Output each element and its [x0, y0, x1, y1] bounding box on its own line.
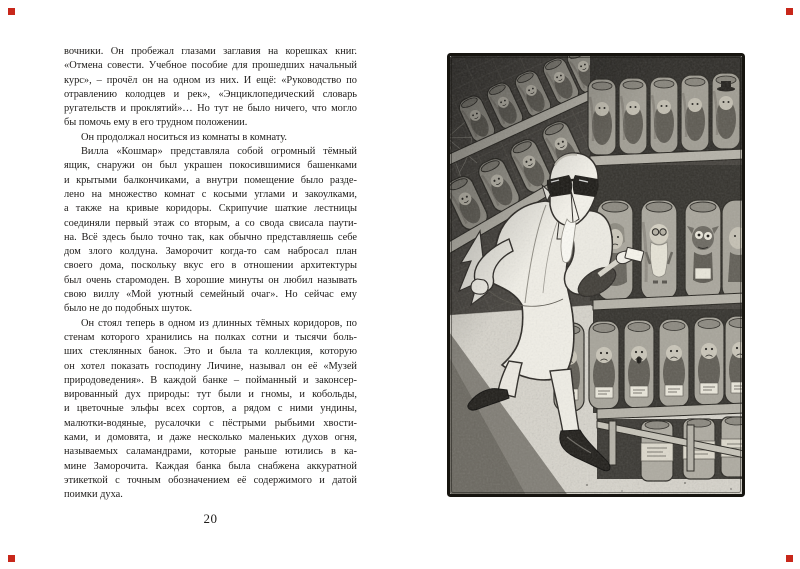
text-line: Он продолжал носиться из комнаты в комнату.	[81, 131, 287, 143]
corner-mark	[786, 555, 793, 562]
text-line: «Отмена совести. Учебное пособие для прошедших начальный	[64, 60, 357, 72]
text-line: вочники. Он пробежал глазами заглавия на корешках книг.	[64, 46, 357, 57]
text-line: природоведения». В каждой банке – пойманный и законсер-	[64, 374, 357, 386]
illustration-jar-corridor	[447, 53, 745, 497]
text-line: было не до подобных шуток.	[64, 303, 193, 315]
text-line: малютки-водяные, русалочки с пёстрыми рыбьими хвости-	[64, 417, 357, 429]
corner-mark	[786, 8, 793, 15]
engraving-grain	[447, 53, 745, 497]
text-line: на. Всё здесь было точно так, как обычно представляешь себе	[64, 231, 357, 243]
text-line: свою виллу «Мой уютный семейный очаг». Но сейчас ему	[64, 289, 357, 301]
text-line: поимки духа.	[64, 489, 123, 501]
text-line: ками, и домовята, и даже несколько маленьких духов огня,	[64, 432, 357, 444]
text-line: и крытыми балкончиками, а внутри помещение было разде-	[64, 174, 357, 186]
text-line: своего дома, поскольку вкус его в отношении архитектуры	[64, 260, 357, 272]
text-line: курс», – прочёл он на одном из них. И ещё: «Руководство по	[64, 74, 357, 86]
text-line: бы помочь ему в его трудном положении.	[64, 117, 248, 129]
page-number: 20	[203, 511, 218, 526]
text-line: этикеткой с точным обозначением её содержимого и датой	[64, 474, 357, 486]
text-line: ших стеклянных банок. Это и была та коллекция, которую	[64, 346, 357, 358]
text-line: вированный дух природы: тут были и гномы, и кобольды,	[64, 389, 357, 401]
text-line: мине Заморочита. Каждая банка была снабжена аккуратной	[64, 460, 357, 472]
text-column	[64, 45, 357, 503]
text-line: отравлению колодцев и рек», «Энциклопедический словарь	[64, 88, 357, 100]
text-line: а также на кривые коридоры. Скрипучие шаткие лестницы	[64, 203, 357, 215]
text-line: соединяли первый этаж со вторым, а со свода свисала паути-	[64, 217, 357, 229]
text-line: он хотел показать господину Личине, называл он её «Музей	[64, 360, 357, 372]
text-line: называемых саламандрами, которые раньше ютились в ка-	[64, 446, 357, 458]
corner-mark	[8, 8, 15, 15]
text-line: Он стоял теперь в одном из длинных тёмных коридоров, по	[81, 317, 357, 329]
text-line: ящик, снаружи он был украшен покосившимися башенками	[64, 160, 357, 172]
text-line: ругательств и проклятий»… Но тут не было ничего, что могло	[64, 103, 357, 115]
corner-mark	[8, 555, 15, 562]
text-line: дом злого колдуна. Заморочит когда-то сам набросал план	[64, 246, 357, 258]
text-line: Вилла «Кошмар» представляла собой огромный тёмный	[81, 146, 357, 158]
text-line: был очень старомоден. В хорошие минуты он любил называть	[64, 274, 357, 286]
text-line: стенам которого хранились на полках сотни и тысячи боль-	[64, 331, 357, 343]
text-line: и цветочные эльфы всех сортов, а рядом с ними ундины,	[64, 403, 357, 415]
text-line: лено на множество комнат с косыми углами и закоулками,	[64, 188, 357, 200]
